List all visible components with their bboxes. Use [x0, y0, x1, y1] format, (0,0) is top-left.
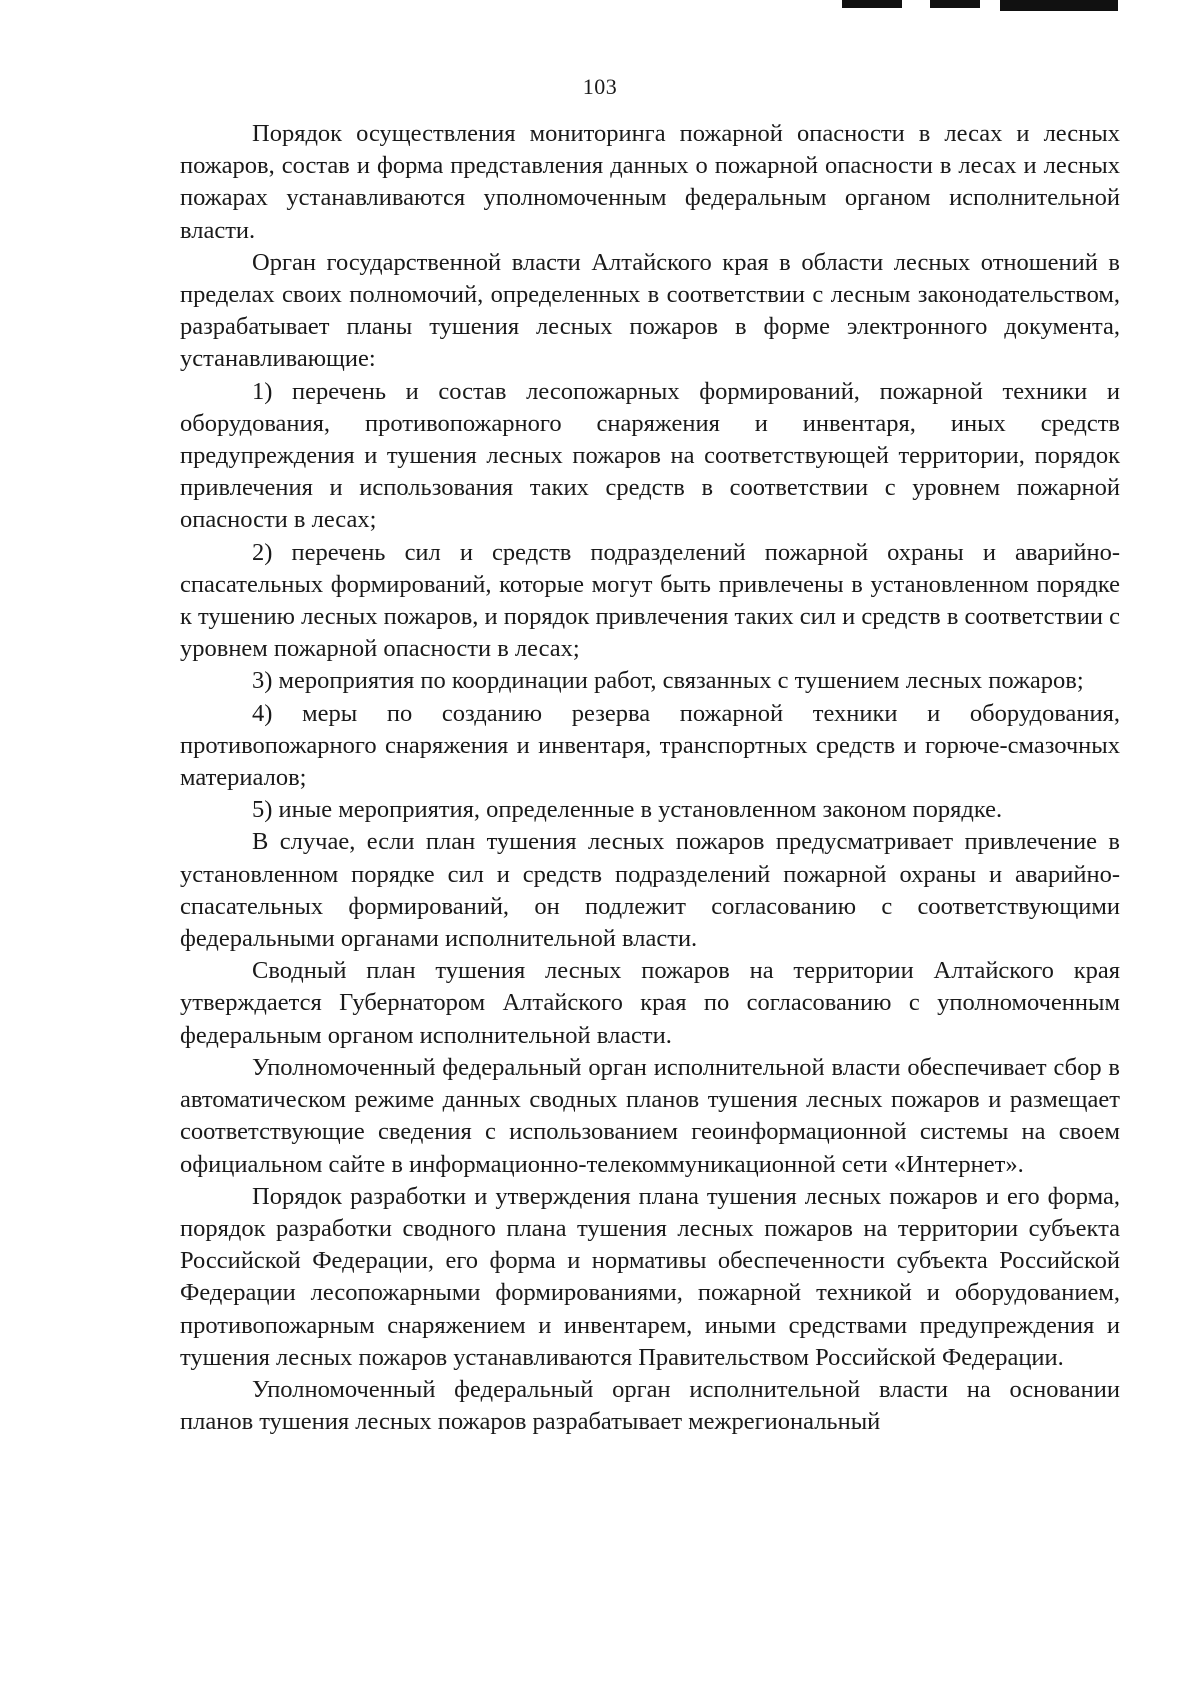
scan-artifact [1000, 0, 1118, 11]
paragraph: Уполномоченный федеральный орган исполнительной власти обеспечивает сбор в автоматическом режиме данных сводных планов тушения лесных пожаров и размещает соответствующие сведения с использованием геоинформационной системы на своем официальном сайте в информационно-телекоммуникационной сети «Интернет». [180, 1053, 1120, 1178]
list-item: 5) иные мероприятия, определенные в установленном законом порядке. [252, 796, 1003, 824]
list-item: 3) мероприятия по координации работ, связанных с тушением лесных пожаров; [252, 667, 1084, 695]
paragraph: Порядок осуществления мониторинга пожарной опасности в лесах и лесных пожаров, состав и форма представления данных о пожарной опасности в лесах и лесных пожарах устанавливаются уполномоченным федеральным органом исполнительной власти. [180, 120, 1120, 244]
page-number: 103 [582, 74, 618, 99]
scan-artifact [930, 0, 980, 8]
paragraph: Орган государственной власти Алтайского края в области лесных отношений в пределах своих полномочий, определенных в соответствии с лесным законодательством, разрабатывает планы тушения лесных пожаров в форме электронного документа, устанавливающие: [180, 248, 1120, 373]
paragraph: Порядок разработки и утверждения плана тушения лесных пожаров и его форма, порядок разработки сводного плана тушения лесных пожаров на территории субъекта Российской Федерации, его форма и нормативы обеспеченности субъекта Российской Федерации лесопожарными формированиями, пожарной техникой и оборудованием, противопожарным снаряжением и инвентарем, иными средствами предупреждения и тушения лесных пожаров устанавливаются Правительством Российской Федерации. [180, 1182, 1120, 1371]
list-item: 2) перечень сил и средств подразделений пожарной охраны и аварийно-спасательных формирований, которые могут быть привлечены в установленном порядке к тушению лесных пожаров, и порядок привлечения таких сил и средств в соответствии с уровнем пожарной опасности в лесах; [180, 538, 1120, 663]
scan-artifact [842, 0, 902, 8]
document-body [180, 118, 1120, 1438]
paragraph: Уполномоченный федеральный орган исполнительной власти на основании планов тушения лесных пожаров разрабатывает межрегиональный [180, 1375, 1120, 1436]
list-item: 4) меры по созданию резерва пожарной техники и оборудования, противопожарного снаряжения и инвентаря, транспортных средств и горюче-смазочных материалов; [180, 699, 1120, 792]
paragraph: В случае, если план тушения лесных пожаров предусматривает привлечение в установленном порядке сил и средств подразделений пожарной охраны и аварийно-спасательных формирований, он подлежит согласованию с соответствующими федеральными органами исполнительной власти. [180, 828, 1120, 953]
paragraph: Сводный план тушения лесных пожаров на территории Алтайского края утверждается Губернатором Алтайского края по согласованию с уполномоченным федеральным органом исполнительной власти. [180, 957, 1120, 1049]
list-item: 1) перечень и состав лесопожарных формирований, пожарной техники и оборудования, противопожарного снаряжения и инвентаря, иных средств предупреждения и тушения лесных пожаров на соответствующей территории, порядок привлечения и использования таких средств в соответствии с уровнем пожарной опасности в лесах; [180, 377, 1120, 534]
